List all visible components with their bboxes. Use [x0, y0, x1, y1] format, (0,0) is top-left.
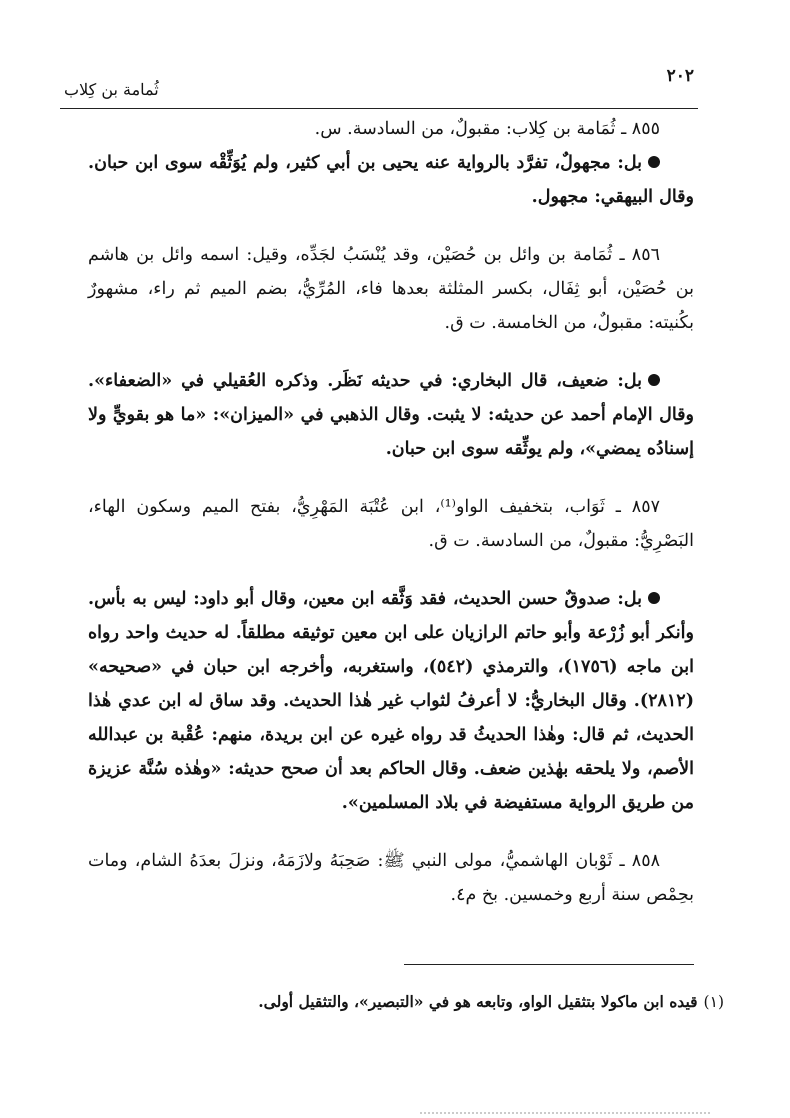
entry-856-comment-block: [88, 364, 694, 466]
running-head: ثُمامة بن كِلاب: [64, 80, 159, 99]
entry-lead: ٨٥٧ ـ ثَوَاب، بتخفيف الواو⁽¹⁾، ابن عُتْبَة المَهْرِيُّ، بفتح الميم وسكون الهاء، البَصْرِيُّ: مقبولٌ، من السادسة. ت ق.: [88, 497, 694, 551]
entry-855: [88, 112, 694, 214]
entry-lead: ٨٥٥ ـ ثُمَامة بن كِلاب: مقبولٌ، من السادسة. س.: [314, 119, 660, 139]
scan-edge-marks: [420, 1102, 710, 1114]
page-number: ٢٠٢: [666, 66, 694, 86]
bullet-icon: [648, 374, 660, 386]
entry-857: [88, 490, 694, 558]
entry-856: [88, 238, 694, 340]
entry-comment-text: بل: مجهولٌ، تفرَّد بالرواية عنه يحيى بن أبي كثير، ولم يُوَثِّقْه سوى ابن حبان. وقال البيهقي: مجهول.: [88, 153, 694, 207]
page-header: [60, 66, 698, 109]
entry-857-comment-block: [88, 582, 694, 820]
entry-comment: [88, 146, 694, 214]
entry-comment-text: بل: صدوقٌ حسن الحديث، فقد وَثَّقه ابن معين، وقال أبو داود: ليس به بأس. وأنكر أبو زُرْعة وأبو حاتم الرازيان على ابن معين توثيقه مطلقاً. له حديث واحد رواه ابن ماجه (١٧٥٦)، والترمذي (٥٤٢)، واستغربه، وأخرجه ابن حبان في «صحيحه» (٢٨١٢). وقال البخاريُّ: لا أعرفُ لثواب غير هٰذا الحديث. وقد ساق له ابن عدي هٰذا الحديث، ثم قال: وهٰذا الحديثُ قد رواه غيره عن ابن بريدة، منهم: عُقْبة بن عبدالله الأصم، ولا يلحقه بهٰذين ضعف. وقال الحاكم بعد أن صحح حديثه: «وهٰذه سُنَّة عزيزة من طريق الرواية مستفيضة في بلاد المسلمين».: [88, 589, 694, 813]
bullet-icon: [648, 156, 660, 168]
footnote: [88, 988, 724, 1016]
footnote-divider: [404, 964, 694, 965]
footnote-text: قيده ابن ماكولا بتثقيل الواو، وتابعه هو في «التبصير»، والتثقيل أولى.: [258, 992, 698, 1011]
main-text: [88, 112, 694, 936]
footnote-marker: (١): [703, 993, 724, 1011]
entry-lead: ٨٥٨ ـ ثَوْبان الهاشميُّ، مولى النبي ﷺ: صَحِبَهُ ولازَمَهُ، ونزلَ بعدَهُ الشام، ومات بحِمْص سنة أربع وخمسين. بخ م٤.: [88, 851, 694, 905]
entry-lead: ٨٥٦ ـ ثُمَامة بن وائل بن حُصَيْن، وقد يُنْسَبُ لجَدِّه، وقيل: اسمه وائل بن هاشم بن حُصَيْن، أبو ثِفَال، بكسر المثلثة بعدها فاء، المُرِّيُّ، بضم الميم ثم راء، مشهورٌ بكُنيته: مقبولٌ، من الخامسة. ت ق.: [88, 245, 694, 333]
bullet-icon: [648, 592, 660, 604]
entry-comment: [88, 582, 694, 820]
entry-comment-text: بل: ضعيف، قال البخاري: في حديثه نَظَر. وذكره العُقيلي في «الضعفاء». وقال الإمام أحمد عن حديثه: لا يثبت. وقال الذهبي في «الميزان»: «ما هو بقويٍّ ولا إسنادُه يمضي»، ولم يوثِّقه سوى ابن حبان.: [88, 371, 694, 459]
entry-comment: [88, 364, 694, 466]
entry-858: [88, 844, 694, 912]
